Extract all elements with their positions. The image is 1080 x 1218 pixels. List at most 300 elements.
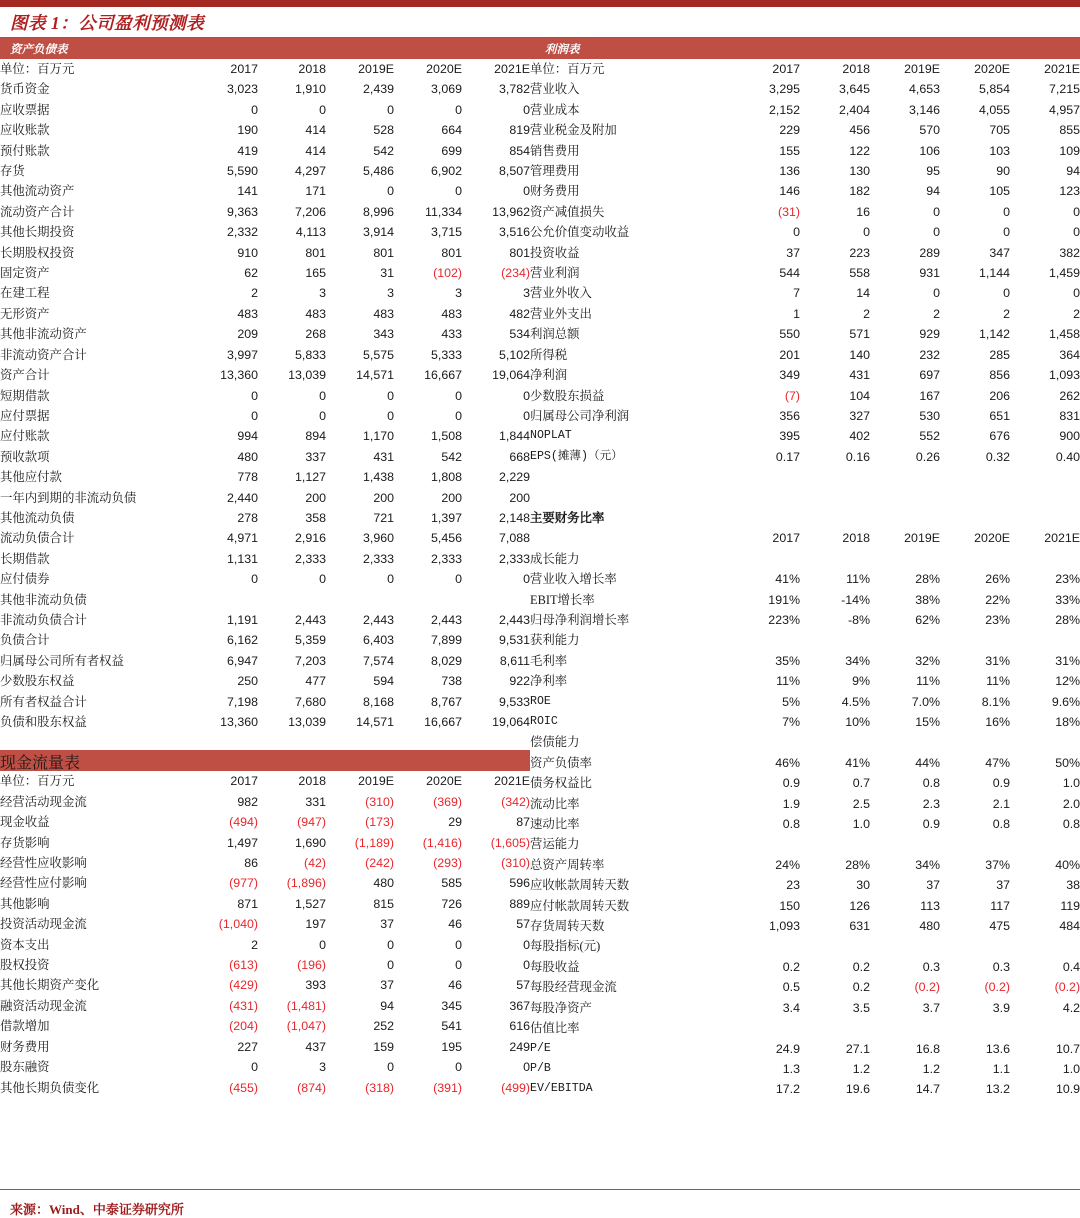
cell-2021E: (0.2)	[1054, 980, 1080, 995]
cell-2021E: 94	[1066, 164, 1080, 179]
row-label: 股权投资	[0, 958, 50, 973]
cell-2017: (455)	[229, 1080, 258, 1095]
row-label: 净利率	[530, 674, 568, 689]
cell-2017: (1,040)	[218, 917, 258, 932]
cell-2020E: 664	[441, 123, 462, 138]
cell-2020E: 6,902	[430, 164, 462, 179]
cell-2018: 13,039	[288, 368, 326, 383]
cell-2018	[800, 834, 870, 854]
cell-2020E: 801	[441, 245, 462, 260]
cell-2018: 13,039	[288, 715, 326, 729]
cell-2020E: 4,055	[978, 102, 1010, 117]
cell-2021E: 382	[1059, 245, 1080, 260]
cell-2018: 5,833	[294, 347, 326, 362]
cell-2020E: 0	[455, 958, 462, 973]
table-row	[0, 528, 530, 548]
row-label: 应付账款	[0, 429, 50, 444]
table-row	[530, 263, 1080, 283]
cell-2021E: 0	[523, 958, 530, 973]
cell-2021E: 831	[1059, 408, 1080, 423]
cell-2018: 223	[849, 245, 870, 260]
cell-2021E: 0	[523, 388, 530, 403]
cell-2020E: 541	[441, 1019, 462, 1034]
cell-2017: 6,947	[226, 653, 258, 668]
cell-2021E: 0	[523, 1060, 530, 1075]
table-row	[0, 955, 530, 975]
row-label: P/B	[530, 1061, 551, 1075]
ratios-body	[530, 549, 1080, 1100]
row-label: 非流动负债合计	[0, 612, 87, 627]
cell-2020E: 16,667	[424, 368, 462, 383]
cell-2018: 130	[849, 164, 870, 179]
row-label: ROIC	[530, 715, 558, 728]
cell-2019E: 232	[919, 347, 940, 362]
row-label: 速动比率	[530, 817, 580, 832]
cell-2019E: 530	[919, 408, 940, 423]
cell-2021E: 4.2	[1062, 1000, 1080, 1015]
cell-2021E: 9,533	[498, 694, 530, 709]
table-row	[530, 957, 1080, 977]
cell-2017: 136	[779, 164, 800, 179]
table-row	[0, 202, 530, 222]
cell-2021E: 534	[509, 327, 530, 342]
cell-2019E: 252	[373, 1019, 394, 1034]
table-row	[0, 406, 530, 426]
row-label: 股东融资	[0, 1060, 50, 1075]
cell-2021E: 0	[523, 937, 530, 952]
table-row	[0, 161, 530, 181]
row-label: 其他长期投资	[0, 225, 75, 240]
row-label: 每股净资产	[530, 1000, 592, 1015]
cell-2021E: 2,229	[498, 470, 530, 485]
cell-2018: 104	[849, 388, 870, 403]
section-band-cashflow	[0, 750, 530, 771]
row-label: 销售费用	[530, 143, 580, 158]
cell-2019E: 2,333	[362, 551, 394, 566]
table-row	[530, 1079, 1080, 1099]
cell-2020E: 46	[448, 978, 462, 993]
cell-2019E: 483	[373, 306, 394, 321]
cell-2019E: 0.8	[922, 776, 940, 791]
table-row	[530, 630, 1080, 650]
table-row	[0, 610, 530, 630]
cell-2017: 209	[237, 327, 258, 342]
cell-2020E: 37%	[985, 857, 1010, 872]
cell-2019E: (1,189)	[354, 835, 394, 850]
cell-2018: 393	[305, 978, 326, 993]
cell-2020E: 0.9	[992, 776, 1010, 791]
table-row	[530, 814, 1080, 834]
cell-2021E: 2,148	[498, 510, 530, 525]
cell-2020E: 3.9	[992, 1000, 1010, 1015]
cell-2018	[800, 936, 870, 956]
row-label: 财务费用	[530, 184, 580, 199]
cell-2019E: 37	[380, 978, 394, 993]
cell-2018: 456	[849, 123, 870, 138]
cell-2019E: 37	[926, 878, 940, 893]
cell-2020E: 90	[996, 164, 1010, 179]
cell-2017: 3,295	[768, 82, 800, 97]
row-label: 非流动资产合计	[0, 347, 87, 362]
cell-2020E: 11,334	[425, 204, 462, 219]
cell-2017: 871	[237, 896, 258, 911]
cell-2019E: 200	[373, 490, 394, 505]
row-label: 经营活动现金流	[0, 794, 87, 809]
cell-2019E: 15%	[915, 715, 940, 729]
cell-2017: 278	[237, 510, 258, 525]
cell-2017	[730, 630, 800, 650]
row-label: 无形资产	[0, 306, 50, 321]
cell-2017: 7	[793, 286, 800, 301]
cell-2017: 1.3	[782, 1061, 800, 1076]
table-row	[0, 1057, 530, 1077]
income-statement-label: 利润表	[545, 44, 580, 56]
cell-2018: 4,113	[295, 225, 326, 240]
cell-2019E: 62%	[915, 612, 940, 627]
table-row	[530, 916, 1080, 936]
cell-2019E: 14.7	[915, 1082, 940, 1097]
cell-2017: (494)	[229, 815, 258, 830]
cell-2020E: 3,715	[430, 225, 462, 240]
table-row	[0, 120, 530, 140]
cell-2018: 0	[319, 937, 326, 952]
row-label: 存货周转天数	[530, 919, 605, 934]
cell-2021E: 367	[509, 998, 530, 1013]
cell-2019E: 32%	[915, 653, 940, 668]
table-row	[530, 936, 1080, 956]
cell-2020E: 1,397	[430, 510, 462, 525]
cell-2017: 349	[779, 368, 800, 383]
cell-2020E: 103	[989, 143, 1010, 158]
row-label: 债务权益比	[530, 776, 592, 791]
cell-2017: 480	[237, 449, 258, 464]
cell-2020E	[940, 936, 1010, 956]
row-label: 营业外收入	[530, 286, 592, 301]
cell-2021E: 38	[1066, 878, 1080, 893]
cell-2017: 146	[779, 184, 800, 199]
row-label: 营业收入增长率	[530, 572, 617, 587]
year-header-2017: 2017	[772, 531, 800, 546]
row-label: 营业收入	[530, 82, 580, 97]
cell-2021E: 249	[509, 1039, 530, 1054]
cell-2019E: 0	[387, 937, 394, 952]
cell-2019E: 2,443	[362, 612, 394, 627]
row-label: 应收票据	[0, 102, 50, 117]
cell-2018: 140	[849, 347, 870, 362]
table-row	[530, 161, 1080, 181]
cell-2017: 0.2	[782, 959, 800, 974]
cell-2018: 10%	[845, 715, 870, 729]
table-row	[0, 975, 530, 995]
cell-2021E: 482	[509, 306, 530, 321]
row-label: EPS(摊薄)（元）	[530, 449, 623, 463]
cell-2018: (1,896)	[286, 876, 326, 891]
cell-2019E: 0	[933, 225, 940, 240]
table-row	[530, 671, 1080, 691]
table-row	[530, 447, 1080, 467]
ratios-title-row	[530, 508, 1080, 528]
cell-2020E: 5,854	[978, 82, 1010, 97]
cell-2021E: 19,064	[492, 368, 530, 383]
year-header-2019E: 2019E	[358, 62, 394, 76]
cell-2018: 0	[319, 408, 326, 423]
table-row	[0, 304, 530, 324]
cell-2017: 35%	[775, 653, 800, 668]
table-row	[0, 712, 530, 732]
cell-2020E: 1.1	[992, 1061, 1010, 1076]
cell-2021E: 50%	[1055, 755, 1080, 770]
cell-2018	[800, 549, 870, 569]
cell-2020E: 2	[1003, 306, 1010, 321]
row-label: 资产负债率	[530, 755, 592, 770]
cell-2017	[190, 590, 258, 610]
table-row	[0, 283, 530, 303]
cell-2020E: 5,333	[430, 347, 462, 362]
row-label: EBIT增长率	[530, 592, 595, 607]
cell-2017: 227	[237, 1039, 258, 1054]
cell-2018: 2	[863, 306, 870, 321]
table-row	[0, 1016, 530, 1036]
cell-2021E: 0.40	[1055, 449, 1080, 464]
cell-2018: 437	[305, 1039, 326, 1054]
row-label: 每股指标(元)	[530, 939, 601, 954]
row-label: 归母净利润增长率	[530, 612, 630, 627]
footer	[0, 1189, 1080, 1218]
table-row	[0, 873, 530, 893]
table-row	[0, 894, 530, 914]
cell-2020E	[940, 1018, 1010, 1038]
cell-2019E: (0.2)	[914, 980, 940, 995]
cell-2019E: 95	[926, 164, 940, 179]
income-statement-body	[530, 79, 1080, 467]
cell-2021E: 364	[1059, 347, 1080, 362]
cell-2021E: 819	[509, 123, 530, 138]
cell-2019E: 38%	[915, 592, 940, 607]
cell-2018: (947)	[297, 815, 326, 830]
cell-2021E: 0	[523, 102, 530, 117]
cell-2017: 23	[786, 878, 800, 893]
cell-2018: 477	[305, 674, 326, 689]
cell-2017: 5%	[782, 694, 800, 709]
cell-2020E: 8,029	[430, 653, 462, 668]
row-label: 少数股东损益	[530, 388, 605, 403]
table-row	[0, 386, 530, 406]
table-row	[0, 100, 530, 120]
cell-2017: 155	[779, 143, 800, 158]
cell-2020E: 2,443	[430, 612, 462, 627]
cell-2021E: 2,333	[498, 551, 530, 566]
cell-2018: 7,206	[294, 204, 326, 219]
cell-2020E: 0.3	[992, 959, 1010, 974]
cell-2017: 229	[779, 123, 800, 138]
table-header-row	[530, 528, 1080, 548]
table-row	[530, 304, 1080, 324]
cell-2019E: 5,575	[362, 347, 394, 362]
table-row	[0, 651, 530, 671]
cell-2020E: 16,667	[424, 715, 462, 729]
cell-2017: 0	[251, 1060, 258, 1075]
cell-2021E: 87	[516, 815, 530, 830]
cell-2019E: 3,146	[908, 102, 940, 117]
row-label: 投资收益	[530, 245, 580, 260]
cell-2020E: 1,808	[430, 470, 462, 485]
table-row	[530, 100, 1080, 120]
cell-2017: 778	[237, 470, 258, 485]
cell-2021E	[1010, 1018, 1080, 1038]
cell-2019E: 11%	[916, 674, 940, 689]
cell-2019E: 94	[380, 998, 394, 1013]
cell-2019E: 14,571	[356, 368, 394, 383]
cell-2021E: 8,507	[498, 164, 530, 179]
cell-2019E: 2,439	[362, 82, 394, 97]
cell-2021E: 1,844	[498, 429, 530, 444]
cell-2018: 894	[305, 429, 326, 444]
cell-2021E: 0.8	[1062, 817, 1080, 832]
unit-label	[530, 528, 730, 548]
table-row	[0, 79, 530, 99]
table-row	[530, 283, 1080, 303]
cell-2018: 414	[305, 123, 326, 138]
cell-2021E: 23%	[1055, 572, 1080, 587]
cell-2019E	[326, 590, 394, 610]
cash-flow-body	[0, 792, 530, 1098]
cell-2020E	[940, 834, 1010, 854]
cell-2017: 3.4	[782, 1000, 800, 1015]
cell-2020E: 8,767	[430, 694, 462, 709]
cell-2017: 201	[779, 347, 800, 362]
row-label: 毛利率	[530, 653, 568, 668]
cell-2019E: 16.8	[915, 1041, 940, 1056]
cell-2017	[730, 549, 800, 569]
cell-2019E: 431	[373, 449, 394, 464]
spacer-row	[530, 488, 1080, 508]
table-row	[530, 651, 1080, 671]
cell-2021E: 889	[509, 896, 530, 911]
row-label: 长期借款	[0, 551, 50, 566]
cell-2020E: 0.8	[992, 817, 1010, 832]
year-header-2020E: 2020E	[426, 774, 462, 789]
cell-2017: 1,191	[226, 612, 258, 627]
cell-2017: 2,332	[226, 225, 258, 240]
cell-2017: 86	[244, 856, 258, 871]
ratios-section-title: 主要财务比率	[530, 510, 605, 525]
cell-2018: 0.2	[852, 980, 870, 995]
cell-2019E: (173)	[365, 815, 394, 830]
cell-2019E: 6,403	[362, 633, 394, 648]
cell-2019E: 594	[373, 674, 394, 689]
cell-2018: (42)	[303, 856, 326, 871]
cell-2017: 1,093	[768, 919, 800, 934]
cell-2017: 982	[237, 794, 258, 809]
cell-2018	[258, 590, 326, 610]
table-row	[0, 569, 530, 589]
cell-2017: 62	[244, 266, 258, 281]
cell-2018: -8%	[847, 612, 870, 627]
row-label: 在建工程	[0, 286, 50, 301]
cell-2017: 2,152	[768, 102, 800, 117]
cell-2021E: 10.7	[1055, 1041, 1080, 1056]
cell-2018: 1,527	[294, 896, 326, 911]
row-label: 经营性应付影响	[0, 876, 87, 891]
cell-2018: 122	[849, 143, 870, 158]
cell-2019E: 0	[387, 1060, 394, 1075]
cell-2021E: 855	[1059, 123, 1080, 138]
cell-2020E: 47%	[985, 755, 1010, 770]
cell-2017	[730, 834, 800, 854]
row-label: 应付帐款周转天数	[530, 898, 630, 913]
cell-2017: 2,440	[226, 490, 258, 505]
row-label: 应收帐款周转天数	[530, 878, 630, 893]
row-label: EV/EBITDA	[530, 1082, 593, 1096]
cell-2018: 431	[849, 368, 870, 383]
row-label: 资产合计	[0, 368, 50, 383]
table-row	[530, 141, 1080, 161]
cell-2020E	[940, 549, 1010, 569]
cell-2020E: 8.1%	[981, 694, 1010, 709]
year-header-2021E: 2021E	[494, 62, 530, 76]
cell-2018: 2,333	[294, 551, 326, 566]
table-row	[530, 222, 1080, 242]
row-label: 营业外支出	[530, 306, 592, 321]
cell-2021E: 200	[509, 490, 530, 505]
cell-2017	[730, 1018, 800, 1038]
table-row	[530, 732, 1080, 752]
cell-2021E: 2.0	[1062, 796, 1080, 811]
cell-2019E: 37	[380, 917, 394, 932]
cell-2020E: 13.2	[985, 1082, 1010, 1097]
cell-2018: 9%	[852, 674, 870, 689]
year-header-2019E: 2019E	[904, 531, 940, 546]
cell-2018: 571	[849, 327, 870, 342]
table-row	[530, 977, 1080, 997]
row-label: 资产减值损失	[530, 204, 605, 219]
cell-2018: 4.5%	[841, 694, 870, 709]
left-gap	[0, 732, 530, 750]
row-label: 利润总额	[530, 327, 580, 342]
cell-2021E	[1010, 732, 1080, 752]
row-label: 估值比率	[530, 1021, 580, 1036]
cell-2017: 2	[251, 286, 258, 301]
right-column	[530, 59, 1080, 1100]
cell-2021E: (1,605)	[490, 835, 530, 850]
cell-2017: 419	[237, 143, 258, 158]
cell-2019E: 480	[919, 919, 940, 934]
table-row	[0, 996, 530, 1016]
row-label: 每股经营现金流	[530, 980, 617, 995]
cell-2020E: 200	[441, 490, 462, 505]
cell-2018: 16	[856, 204, 870, 219]
cell-2018: 483	[305, 306, 326, 321]
table-row	[0, 426, 530, 446]
cell-2020E: 13.6	[985, 1041, 1010, 1056]
cell-2021E: 28%	[1055, 612, 1080, 627]
row-label: 营业成本	[530, 102, 580, 117]
cell-2017: 1,131	[226, 551, 258, 566]
cell-2018: 331	[305, 794, 326, 809]
cell-2019E	[870, 834, 940, 854]
table-row	[530, 610, 1080, 630]
cell-2018: 0	[319, 102, 326, 117]
cell-2017: 5,590	[226, 164, 258, 179]
table-row	[0, 914, 530, 934]
ratios-table	[530, 467, 1080, 1100]
cell-2018: 0.2	[852, 959, 870, 974]
cell-2019E: 0	[387, 184, 394, 199]
cell-2018: 197	[305, 917, 326, 932]
year-header-2017: 2017	[772, 62, 800, 76]
table-row	[530, 79, 1080, 99]
year-header-2017: 2017	[230, 774, 258, 789]
